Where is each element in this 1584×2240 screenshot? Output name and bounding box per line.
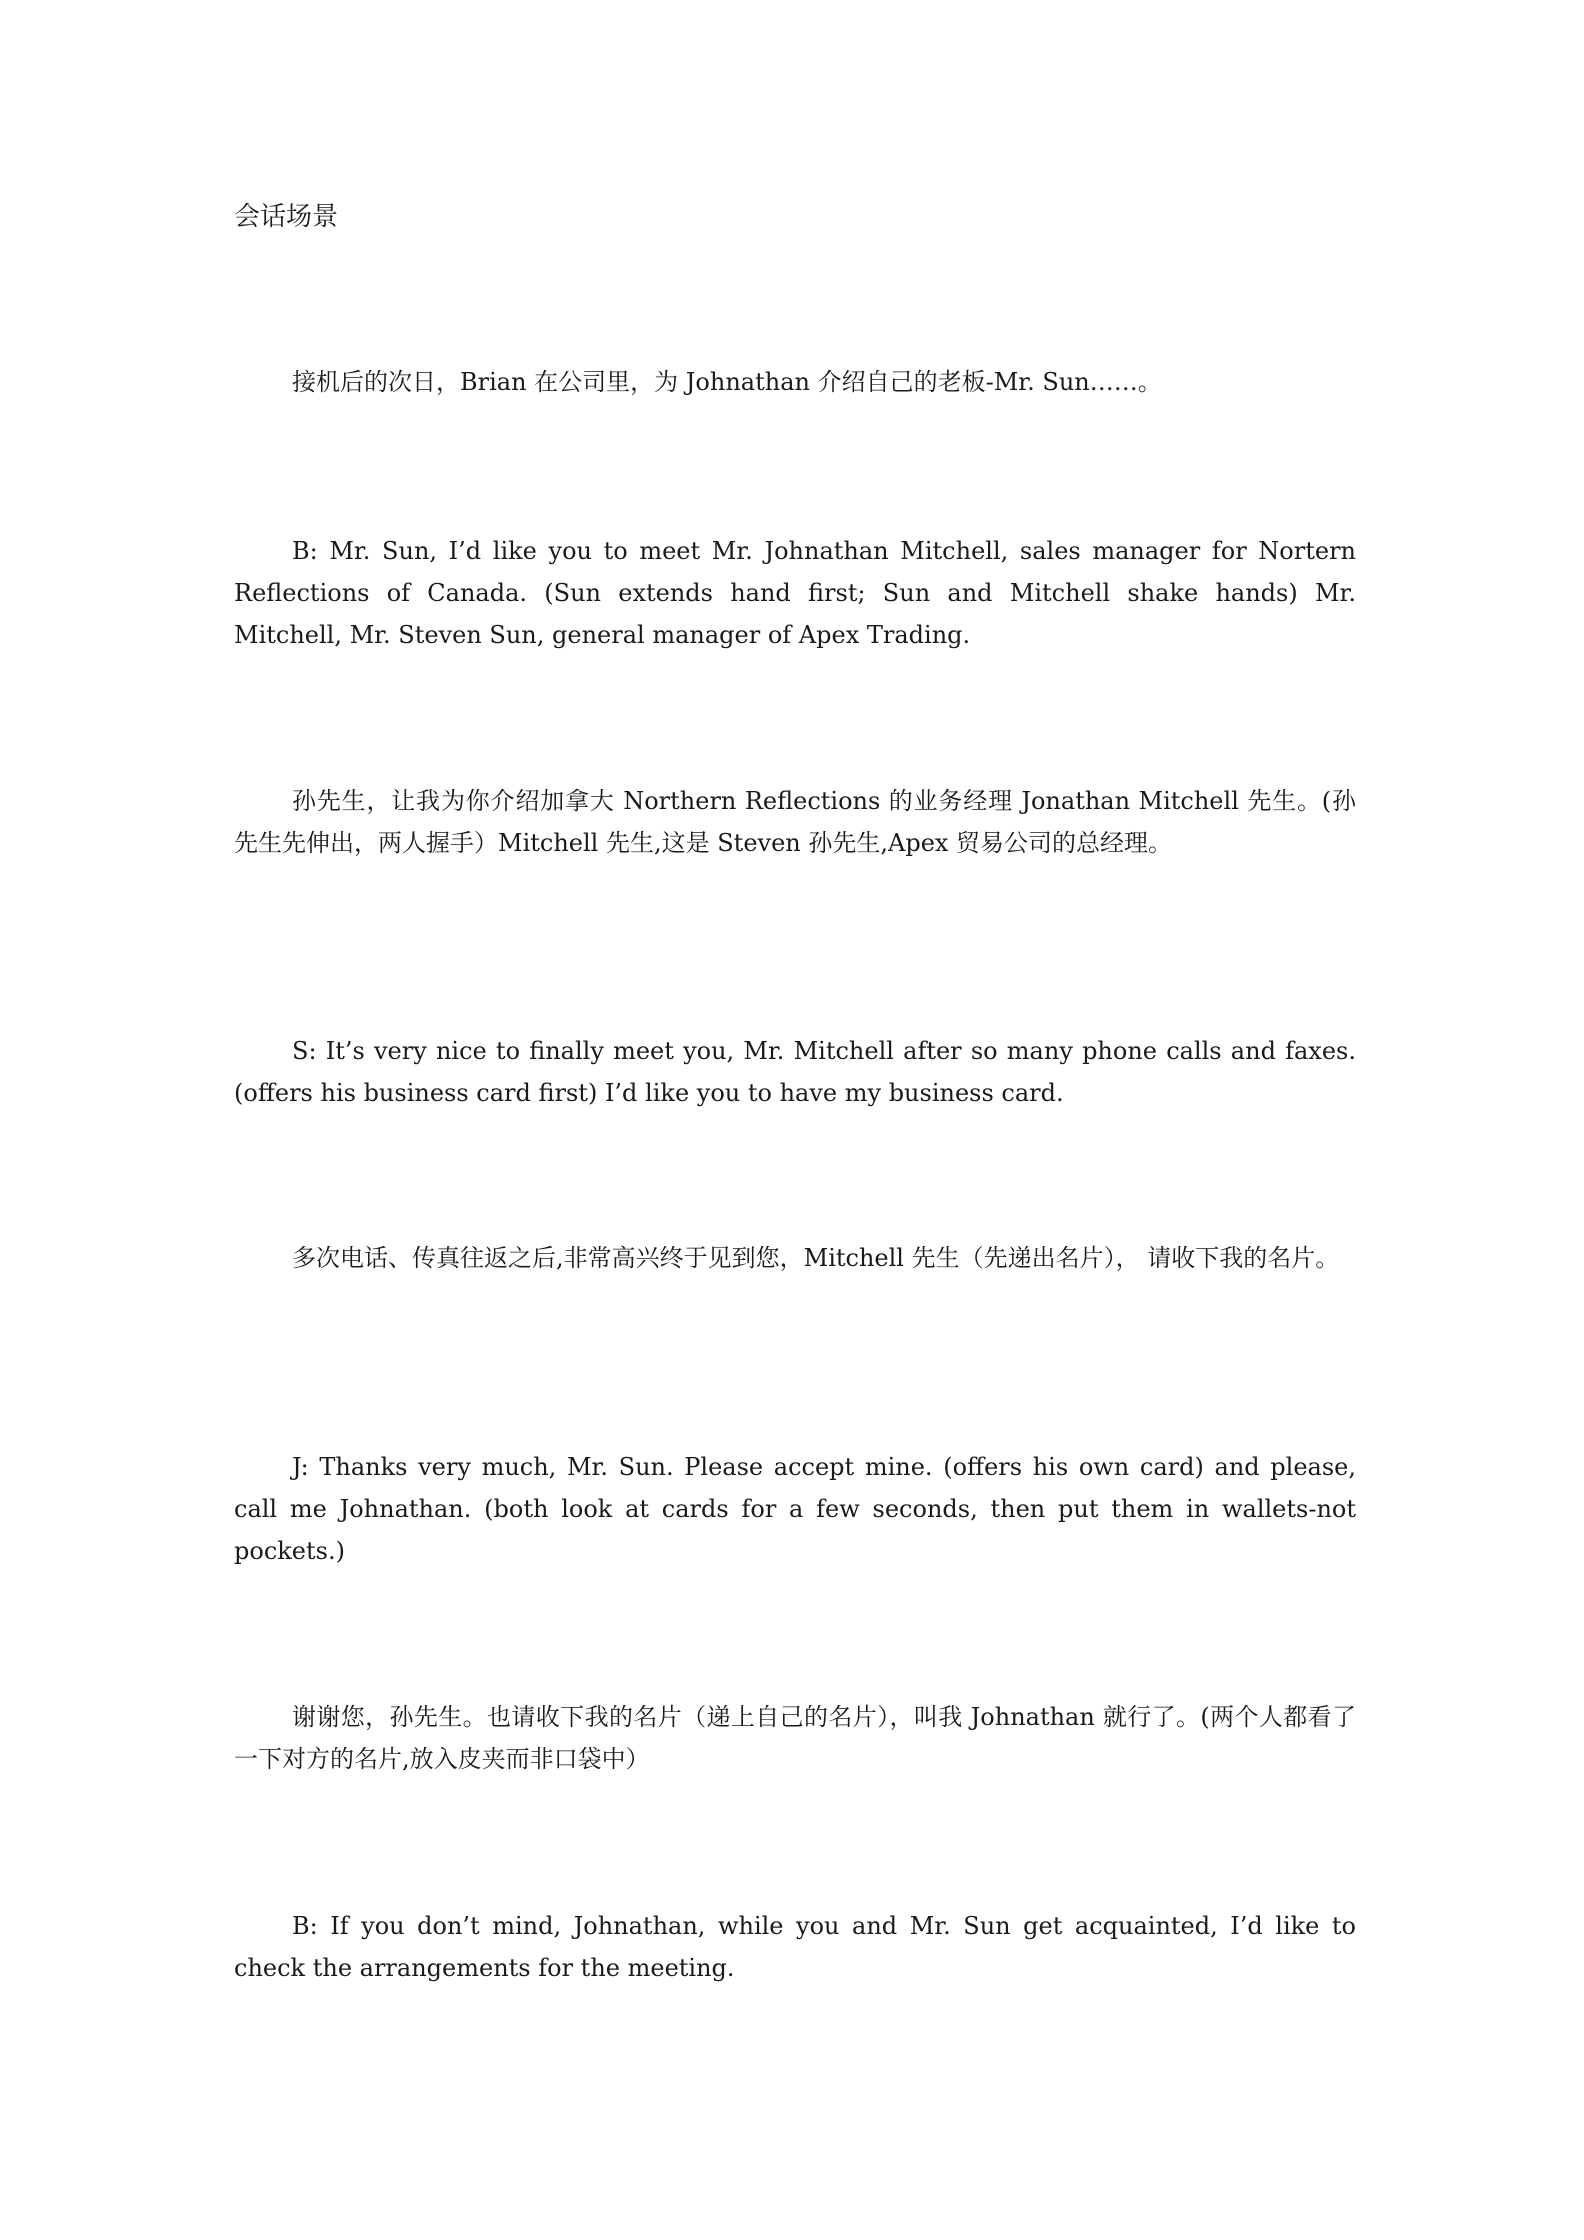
paragraph-brian-arrangements-en: B: If you don’t mind, Johnathan, while you and Mr. Sun get acquainted, I’d like to check the arrangements for the meeting. — [234, 1912, 1356, 1982]
paragraph-brian-introduction-zh: 孙先生，让我为你介绍加拿大 Northern Reflections 的业务经理 Jonathan Mitchell 先生。(孙先生先伸出，两人握手）Mitchell 先生,这是 Steven 孙先生,Apex 贸易公司的总经理。 — [234, 787, 1356, 857]
paragraph-sun-greeting-zh: 多次电话、传真往返之后,非常高兴终于见到您，Mitchell 先生（先递出名片）， 请收下我的名片。 — [292, 1244, 1340, 1272]
paragraph-sun-greeting-en: S: It’s very nice to finally meet you, Mr. Mitchell after so many phone calls and faxes. (offers his business card first) I’d like you to have my business card. — [234, 1037, 1356, 1107]
paragraph-johnathan-reply-en: J: Thanks very much, Mr. Sun. Please accept mine. (offers his own card) and please, call me Johnathan. (both look at cards for a few seconds, then put them in wallets-not pockets.) — [234, 1453, 1356, 1565]
paragraph-brian-introduction-en: B: Mr. Sun, I’d like you to meet Mr. Johnathan Mitchell, sales manager for Nortern Reflections of Canada. (Sun extends hand first; Sun and Mitchell shake hands) Mr. Mitchell, Mr. Steven Sun, general manager of Apex Trading. — [234, 537, 1356, 649]
paragraph-johnathan-reply-zh: 谢谢您，孙先生。也请收下我的名片（递上自己的名片），叫我 Johnathan 就行了。(两个人都看了一下对方的名片,放入皮夹而非口袋中） — [234, 1703, 1356, 1773]
paragraph-intro: 接机后的次日，Brian 在公司里，为 Johnathan 介绍自己的老板-Mr. Sun……。 — [292, 368, 1162, 396]
document-heading: 会话场景 — [234, 202, 339, 232]
